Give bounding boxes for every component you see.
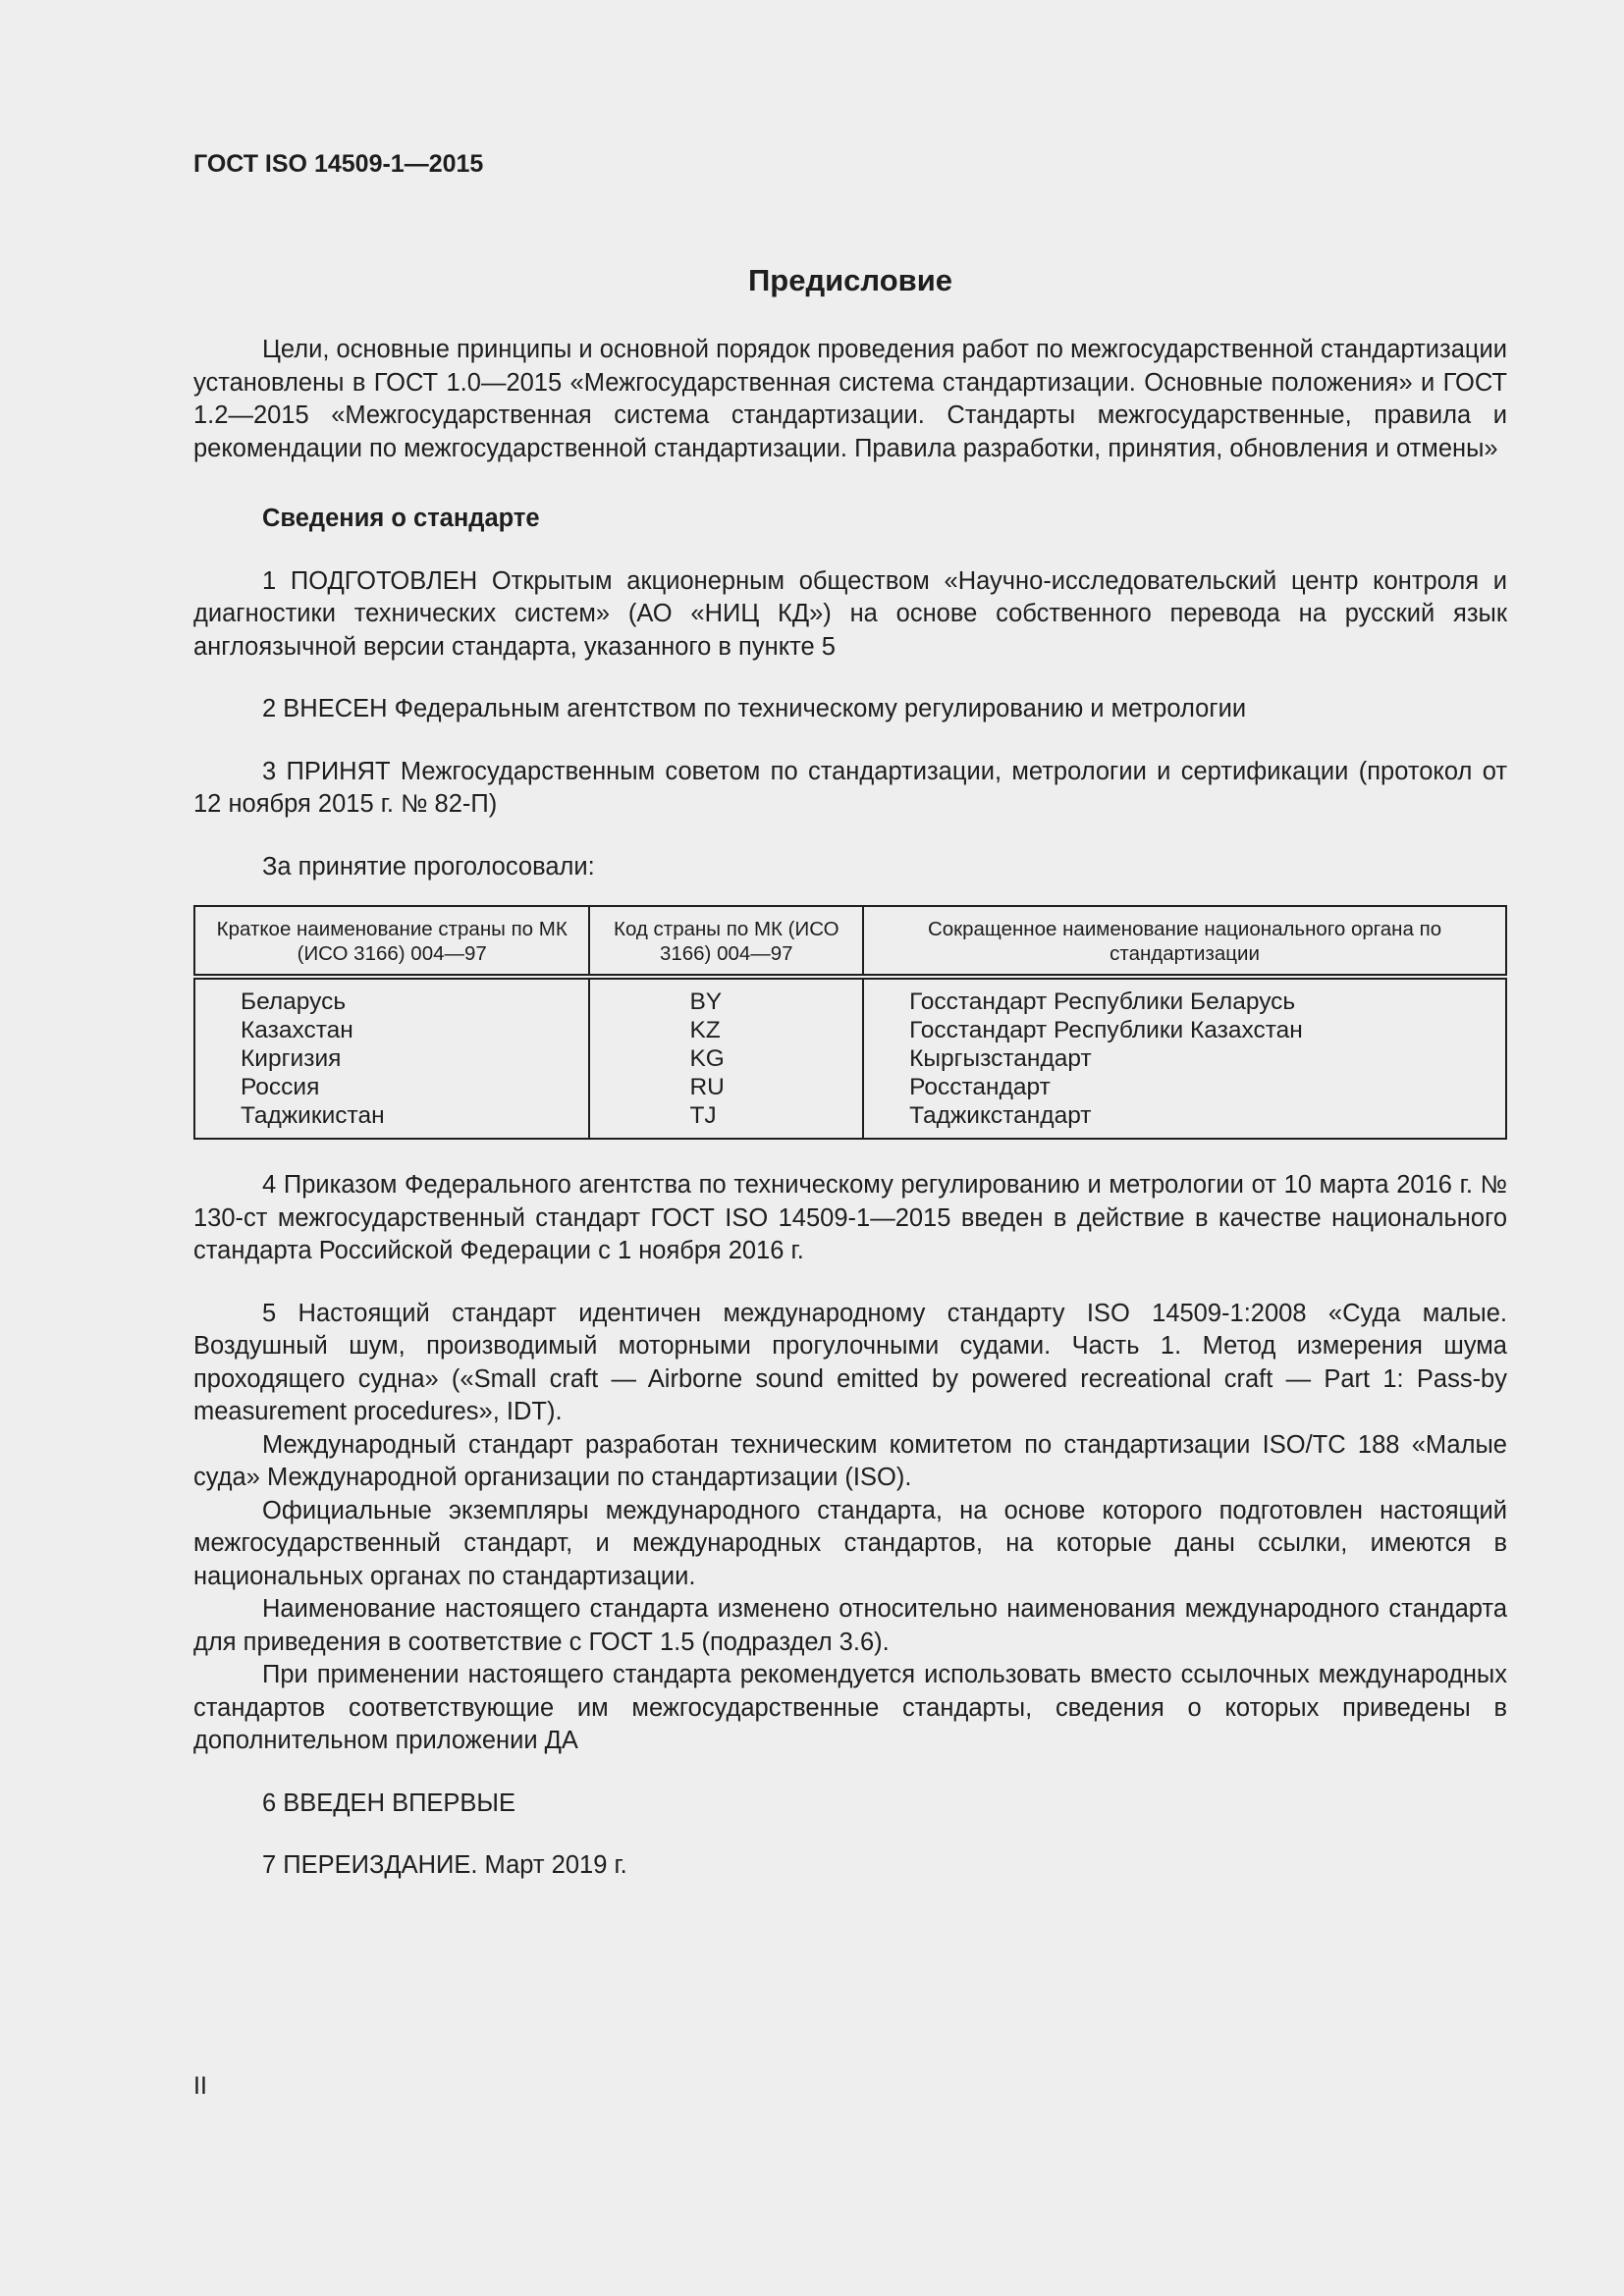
item-5-identical: 5 Настоящий стандарт идентичен международному стандарту ISO 14509-1:2008 «Суда малые. Воздушный шум, производимый моторными прогулочными судами. Часть 1. Метод измерения шума проходящего судна» («Small craft — Airborne sound emitted by powered recreational craft — Part 1: Pass-by measurement procedures», IDT). bbox=[193, 1299, 1507, 1425]
table-row bbox=[194, 977, 1506, 1016]
country-name-cell: Россия bbox=[194, 1073, 589, 1101]
document-header: ГОСТ ISO 14509-1—2015 bbox=[193, 150, 484, 178]
item-6-first-introduced: 6 ВВЕДЕН ВПЕРВЫЕ bbox=[262, 1789, 516, 1817]
page-number: II bbox=[193, 2072, 207, 2100]
item-5-name-change: Наименование настоящего стандарта изменено относительно наименования международного стандарта для приведения в соответствие с ГОСТ 1.5 (подраздел 3.6). bbox=[193, 1595, 1507, 1656]
item-4-order: 4 Приказом Федерального агентства по техническому регулированию и метрологии от 10 марта 2016 г. № 130-ст межгосударственный стандарт ГОСТ ISO 14509-1—2015 введен в действие в качестве национального стандарта Российской Федерации с 1 ноября 2016 г. bbox=[193, 1171, 1507, 1264]
country-name-cell: Таджикистан bbox=[194, 1101, 589, 1139]
standards-body-cell: Кыргызстандарт bbox=[863, 1044, 1506, 1073]
voting-countries-table bbox=[193, 905, 1507, 1140]
country-name-cell: Киргизия bbox=[194, 1044, 589, 1073]
item-7-reissue: 7 ПЕРЕИЗДАНИЕ. Март 2019 г. bbox=[262, 1851, 627, 1879]
item-1-prepared: 1 ПОДГОТОВЛЕН Открытым акционерным обществом «Научно-исследовательский центр контроля и диагностики технических систем» (АО «НИЦ КД») на основе собственного перевода на русский язык англоязычной версии стандарта, указанного в пункте 5 bbox=[193, 566, 1507, 661]
country-code-cell: BY bbox=[589, 977, 863, 1016]
header-standards-body: Сокращенное наименование национального органа по стандартизации bbox=[863, 906, 1506, 977]
standards-body-cell: Таджикстандарт bbox=[863, 1101, 1506, 1139]
table-row bbox=[194, 1101, 1506, 1139]
info-heading: Сведения о стандарте bbox=[262, 505, 540, 532]
country-name-cell: Казахстан bbox=[194, 1016, 589, 1044]
header-country-name: Краткое наименование страны по МК (ИСО 3166) 004—97 bbox=[194, 906, 589, 977]
page-content bbox=[193, 145, 1507, 1883]
country-name-cell: Беларусь bbox=[194, 977, 589, 1016]
item-2-introduced: 2 ВНЕСЕН Федеральным агентством по техническому регулированию и метрологии bbox=[262, 695, 1247, 722]
item-5-official-copies: Официальные экземпляры международного стандарта, на основе которого подготовлен настоящий межгосударственный стандарт, и международных стандартов, на которые даны ссылки, имеются в национальных органах по стандартизации. bbox=[193, 1496, 1507, 1590]
item-3-adopted: 3 ПРИНЯТ Межгосударственным советом по стандартизации, метрологии и сертификации (протокол от 12 ноября 2015 г. № 82-П) bbox=[193, 757, 1507, 818]
table-row bbox=[194, 1073, 1506, 1101]
country-code-cell: TJ bbox=[589, 1101, 863, 1139]
item-5-application: При применении настоящего стандарта рекомендуется использовать вместо ссылочных международных стандартов соответствующие им межгосударственные стандарты, сведения о которых приведены в дополнительном приложении ДА bbox=[193, 1661, 1507, 1754]
voted-label: За принятие проголосовали: bbox=[262, 852, 595, 881]
country-code-cell: RU bbox=[589, 1073, 863, 1101]
standards-body-cell: Росстандарт bbox=[863, 1073, 1506, 1101]
intro-paragraph: Цели, основные принципы и основной порядок проведения работ по межгосударственной стандартизации установлены в ГОСТ 1.0—2015 «Межгосударственная система стандартизации. Основные положения» и ГОСТ 1.2—2015 «Межгосударственная система стандартизации. Стандарты межгосударственные, правила и рекомендации по межгосударственной стандартизации. Правила разработки, принятия, обновления и отмены» bbox=[193, 336, 1507, 462]
standards-body-cell: Госстандарт Республики Казахстан bbox=[863, 1016, 1506, 1044]
item-5-committee: Международный стандарт разработан техническим комитетом по стандартизации ISO/TC 188 «Малые суда» Международной организации по стандартизации (ISO). bbox=[193, 1430, 1507, 1491]
country-code-cell: KZ bbox=[589, 1016, 863, 1044]
table-row bbox=[194, 1044, 1506, 1073]
standards-body-cell: Госстандарт Республики Беларусь bbox=[863, 977, 1506, 1016]
table-header-row bbox=[194, 906, 1506, 977]
header-country-code: Код страны по МК (ИСО 3166) 004—97 bbox=[589, 906, 863, 977]
page-title: Предисловие bbox=[747, 263, 952, 297]
country-code-cell: KG bbox=[589, 1044, 863, 1073]
table-row bbox=[194, 1016, 1506, 1044]
